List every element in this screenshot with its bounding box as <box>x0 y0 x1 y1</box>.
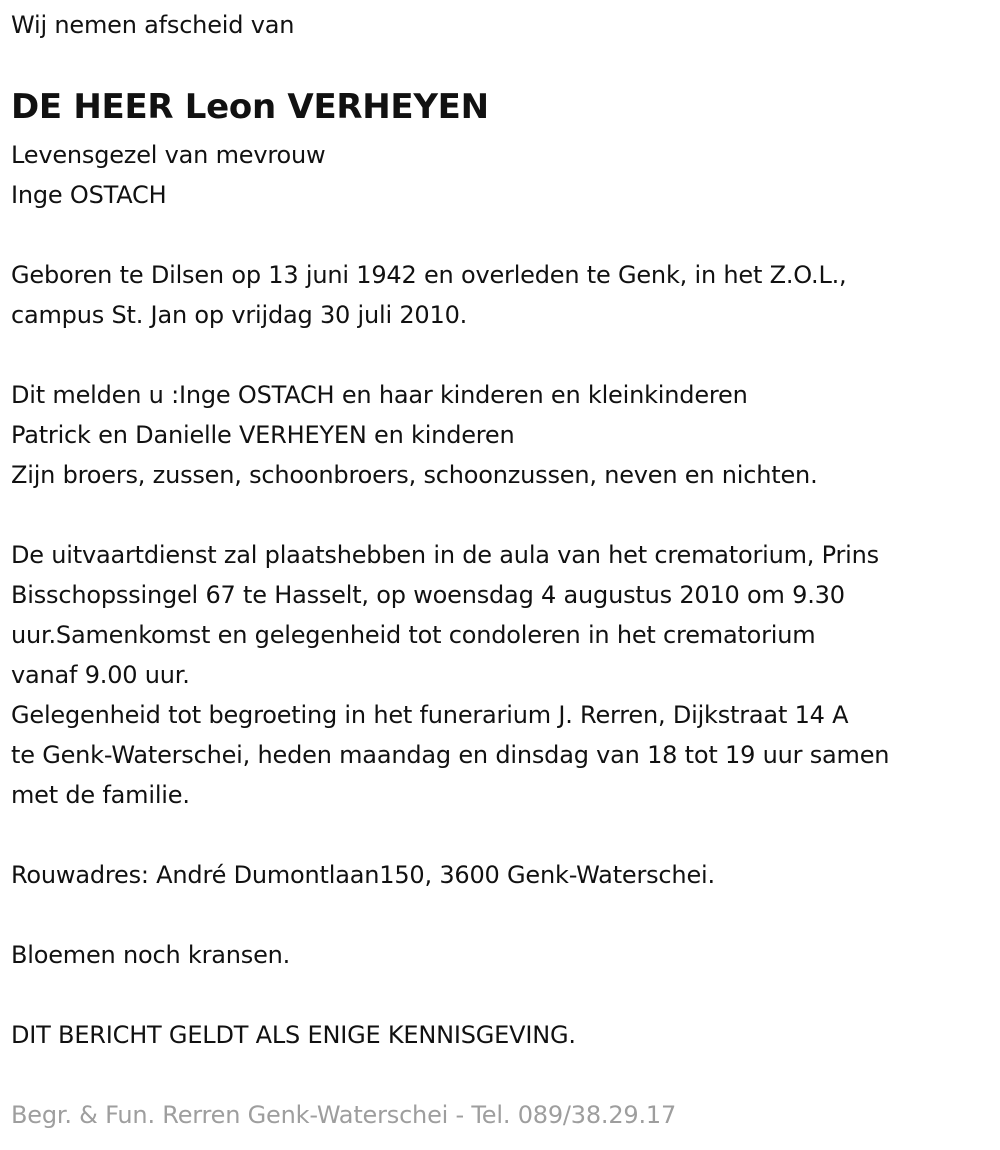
spacer <box>11 975 996 1015</box>
visitation-line: Gelegenheid tot begroeting in het funerarium J. Rerren, Dijkstraat 14 A <box>11 701 849 729</box>
flowers-note: Bloemen noch kransen. <box>11 941 291 969</box>
partner-name: Inge OSTACH <box>11 181 167 209</box>
ceremony-line: Bisschopssingel 67 te Hasselt, op woensdag 4 augustus 2010 om 9.30 <box>11 581 845 609</box>
mourning-address: Rouwadres: André Dumontlaan150, 3600 Genk-Waterschei. <box>11 861 715 889</box>
announcers-line: Zijn broers, zussen, schoonbroers, schoonzussen, neven en nichten. <box>11 461 818 489</box>
ceremony-line: vanaf 9.00 uur. <box>11 661 190 689</box>
deceased-name: DE HEER Leon VERHEYEN <box>11 87 489 127</box>
birth-death-line: campus St. Jan op vrijdag 30 juli 2010. <box>11 301 468 329</box>
spacer <box>11 495 996 535</box>
funeral-home-footer: Begr. & Fun. Rerren Genk-Waterschei - Tel. 089/38.29.17 <box>11 1101 677 1129</box>
announcers-line: Dit melden u :Inge OSTACH en haar kinderen en kleinkinderen <box>11 381 748 409</box>
ceremony-line: uur.Samenkomst en gelegenheid tot condoleren in het crematorium <box>11 621 816 649</box>
notice-statement: DIT BERICHT GELDT ALS ENIGE KENNISGEVING. <box>11 1021 576 1049</box>
intro-text: Wij nemen afscheid van <box>11 11 295 39</box>
obituary-notice <box>11 0 996 1135</box>
visitation-line: te Genk-Waterschei, heden maandag en dinsdag van 18 tot 19 uur samen <box>11 741 890 769</box>
announcers-line: Patrick en Danielle VERHEYEN en kinderen <box>11 421 515 449</box>
ceremony-line: De uitvaartdienst zal plaatshebben in de aula van het crematorium, Prins <box>11 541 879 569</box>
spacer <box>11 815 996 855</box>
spacer <box>11 215 996 255</box>
visitation-line: met de familie. <box>11 781 190 809</box>
spacer <box>11 1055 996 1095</box>
spacer <box>11 895 996 935</box>
spacer <box>11 335 996 375</box>
partner-line: Levensgezel van mevrouw <box>11 141 326 169</box>
birth-death-line: Geboren te Dilsen op 13 juni 1942 en overleden te Genk, in het Z.O.L., <box>11 261 847 289</box>
